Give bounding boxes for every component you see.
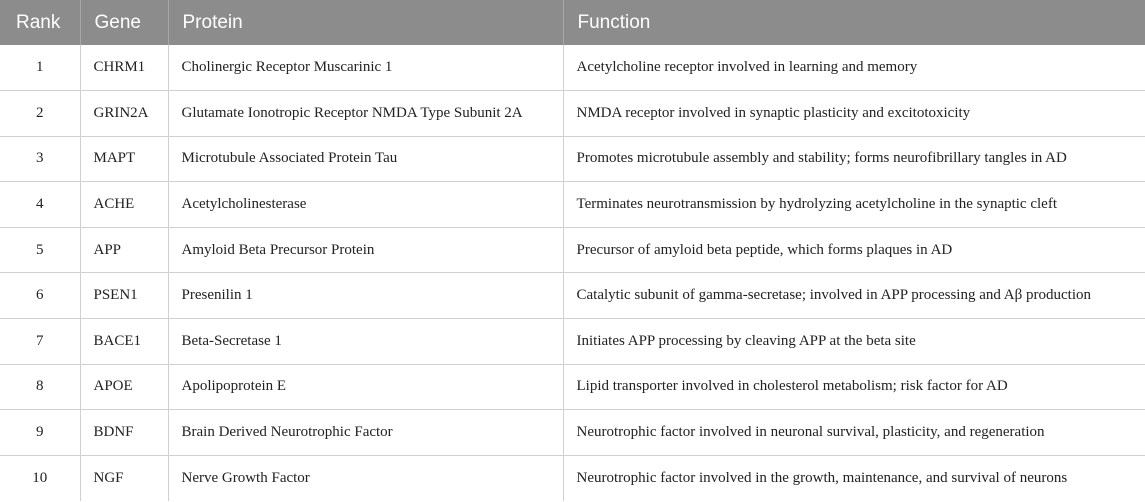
cell-gene: GRIN2A [80, 91, 168, 137]
table-row [0, 364, 1145, 410]
cell-gene: APP [80, 227, 168, 273]
cell-gene: NGF [80, 455, 168, 501]
cell-protein: Beta-Secretase 1 [168, 319, 563, 365]
cell-protein: Acetylcholinesterase [168, 182, 563, 228]
table-row [0, 455, 1145, 501]
cell-function: Initiates APP processing by cleaving APP at the beta site [563, 319, 1145, 365]
cell-function: Neurotrophic factor involved in the growth, maintenance, and survival of neurons [563, 455, 1145, 501]
cell-gene: PSEN1 [80, 273, 168, 319]
cell-gene: MAPT [80, 136, 168, 182]
table-row [0, 91, 1145, 137]
cell-function: Lipid transporter involved in cholesterol metabolism; risk factor for AD [563, 364, 1145, 410]
cell-rank: 4 [0, 182, 80, 228]
header-function: Function [563, 0, 1145, 45]
table-row [0, 45, 1145, 91]
cell-rank: 7 [0, 319, 80, 365]
cell-protein: Microtubule Associated Protein Tau [168, 136, 563, 182]
cell-protein: Apolipoprotein E [168, 364, 563, 410]
cell-protein: Amyloid Beta Precursor Protein [168, 227, 563, 273]
table-body [0, 45, 1145, 501]
cell-rank: 9 [0, 410, 80, 456]
table-row [0, 182, 1145, 228]
table-header [0, 0, 1145, 45]
cell-rank: 10 [32, 469, 48, 486]
cell-rank: 3 [0, 136, 80, 182]
cell-gene: CHRM1 [80, 45, 168, 91]
cell-protein: Glutamate Ionotropic Receptor NMDA Type Subunit 2A [168, 91, 563, 137]
table-row [0, 136, 1145, 182]
cell-function: Precursor of amyloid beta peptide, which forms plaques in AD [563, 227, 1145, 273]
header-rank: Rank [0, 0, 80, 45]
cell-rank: 8 [0, 364, 80, 410]
cell-gene: APOE [80, 364, 168, 410]
table-row [0, 319, 1145, 365]
cell-protein: Presenilin 1 [168, 273, 563, 319]
cell-function: Acetylcholine receptor involved in learning and memory [563, 45, 1145, 91]
cell-protein: Nerve Growth Factor [168, 455, 563, 501]
cell-gene: BDNF [80, 410, 168, 456]
table-row [0, 410, 1145, 456]
header-row [0, 0, 1145, 45]
cell-protein: Brain Derived Neurotrophic Factor [168, 410, 563, 456]
cell-function: Catalytic subunit of gamma-secretase; involved in APP processing and Aβ production [563, 273, 1145, 319]
cell-function: Terminates neurotransmission by hydrolyzing acetylcholine in the synaptic cleft [563, 182, 1145, 228]
cell-rank: 6 [0, 273, 80, 319]
cell-gene: BACE1 [80, 319, 168, 365]
cell-rank: 2 [0, 91, 80, 137]
cell-protein: Cholinergic Receptor Muscarinic 1 [168, 45, 563, 91]
cell-function: Neurotrophic factor involved in neuronal survival, plasticity, and regeneration [563, 410, 1145, 456]
header-protein: Protein [168, 0, 563, 45]
cell-gene: ACHE [80, 182, 168, 228]
header-gene: Gene [80, 0, 168, 45]
cell-rank: 1 [0, 45, 80, 91]
table-row [0, 273, 1145, 319]
cell-function: NMDA receptor involved in synaptic plasticity and excitotoxicity [563, 91, 1145, 137]
cell-rank: 5 [0, 227, 80, 273]
cell-function: Promotes microtubule assembly and stability; forms neurofibrillary tangles in AD [563, 136, 1145, 182]
table-row [0, 227, 1145, 273]
